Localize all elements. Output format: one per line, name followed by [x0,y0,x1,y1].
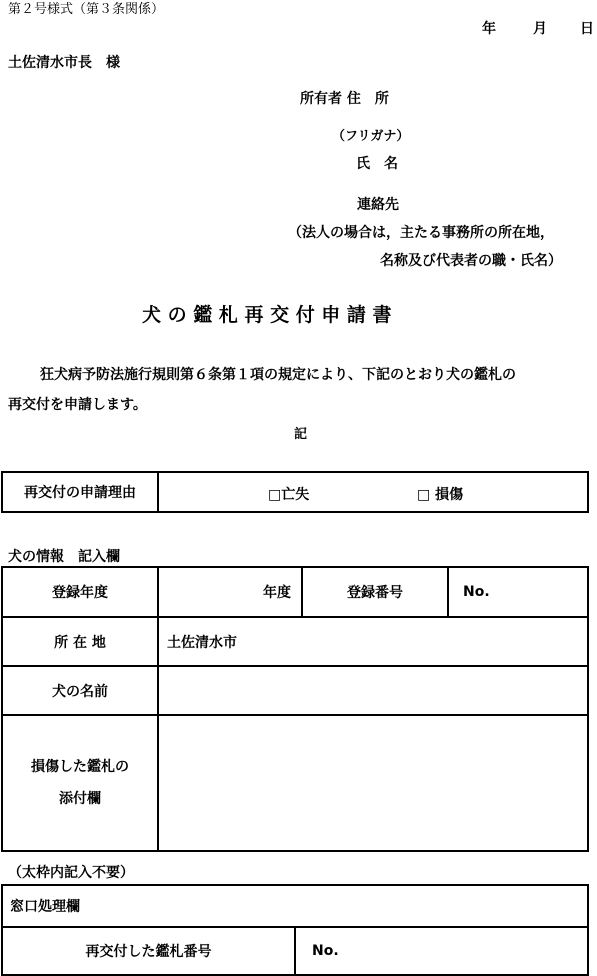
dog-info-section-label: 犬の情報 記入欄 [8,549,120,565]
dog-name-field[interactable] [158,666,588,715]
attach-label-line2: 添付欄 [59,791,101,807]
attach-label-line1: 損傷した鑑札の [31,759,129,775]
reg-year-label: 登録年度 [2,567,158,617]
reason-table [1,471,589,513]
attach-label [2,715,158,851]
reg-year-field[interactable] [158,567,302,617]
form-number: 第２号様式（第３条関係） [8,2,165,17]
location-field[interactable] [158,617,588,666]
owner-name-label: 氏 名 [356,156,398,172]
corporate-note-line2: 名称及び代表者の職・氏名） [380,253,562,269]
body-text-line2: 再交付を申請します。 [8,397,147,413]
reissued-number-prefix: No. [312,943,339,959]
reg-number-prefix: No. [463,584,490,600]
date-day-label: 日 [580,21,594,37]
reg-number-label: 登録番号 [302,567,448,617]
document-title: 犬 の 鑑 札 再 交 付 申 請 書 [142,304,392,326]
attach-area[interactable] [158,715,588,851]
date-month-label: 月 [533,21,547,37]
body-text-line1: 狂犬病予防法施行規則第６条第１項の規定により、下記のとおり犬の鑑札の [40,367,516,383]
reg-year-suffix: 年度 [263,585,291,601]
addressee: 土佐清水市長 様 [8,55,120,71]
reason-options [158,472,588,512]
reason-label: 再交付の申請理由 [2,472,158,512]
reissued-number-field[interactable] [295,927,588,975]
office-note: （太枠内記入不要） [8,865,134,881]
corporate-note-line1: （法人の場合は，主たる事務所の所在地， [288,225,554,241]
dog-name-label: 犬の名前 [2,666,158,715]
location-label: 所 在 地 [2,617,158,666]
location-value: 土佐清水市 [167,634,237,651]
date-year-label: 年 [482,21,496,37]
owner-address-label: 所有者 住 所 [300,91,389,107]
office-header: 窓口処理欄 [2,885,588,927]
office-table [1,884,589,976]
reg-number-field[interactable] [448,567,588,617]
ki-label: 記 [294,427,308,442]
lost-checkbox[interactable]: □亡失 [268,487,310,503]
furigana-label: （フリガナ） [332,129,410,144]
damaged-checkbox[interactable]: □ 損傷 [417,487,464,503]
contact-label: 連絡先 [357,197,399,213]
dog-info-table [1,566,589,852]
reissued-number-label: 再交付した鑑札番号 [2,927,295,975]
